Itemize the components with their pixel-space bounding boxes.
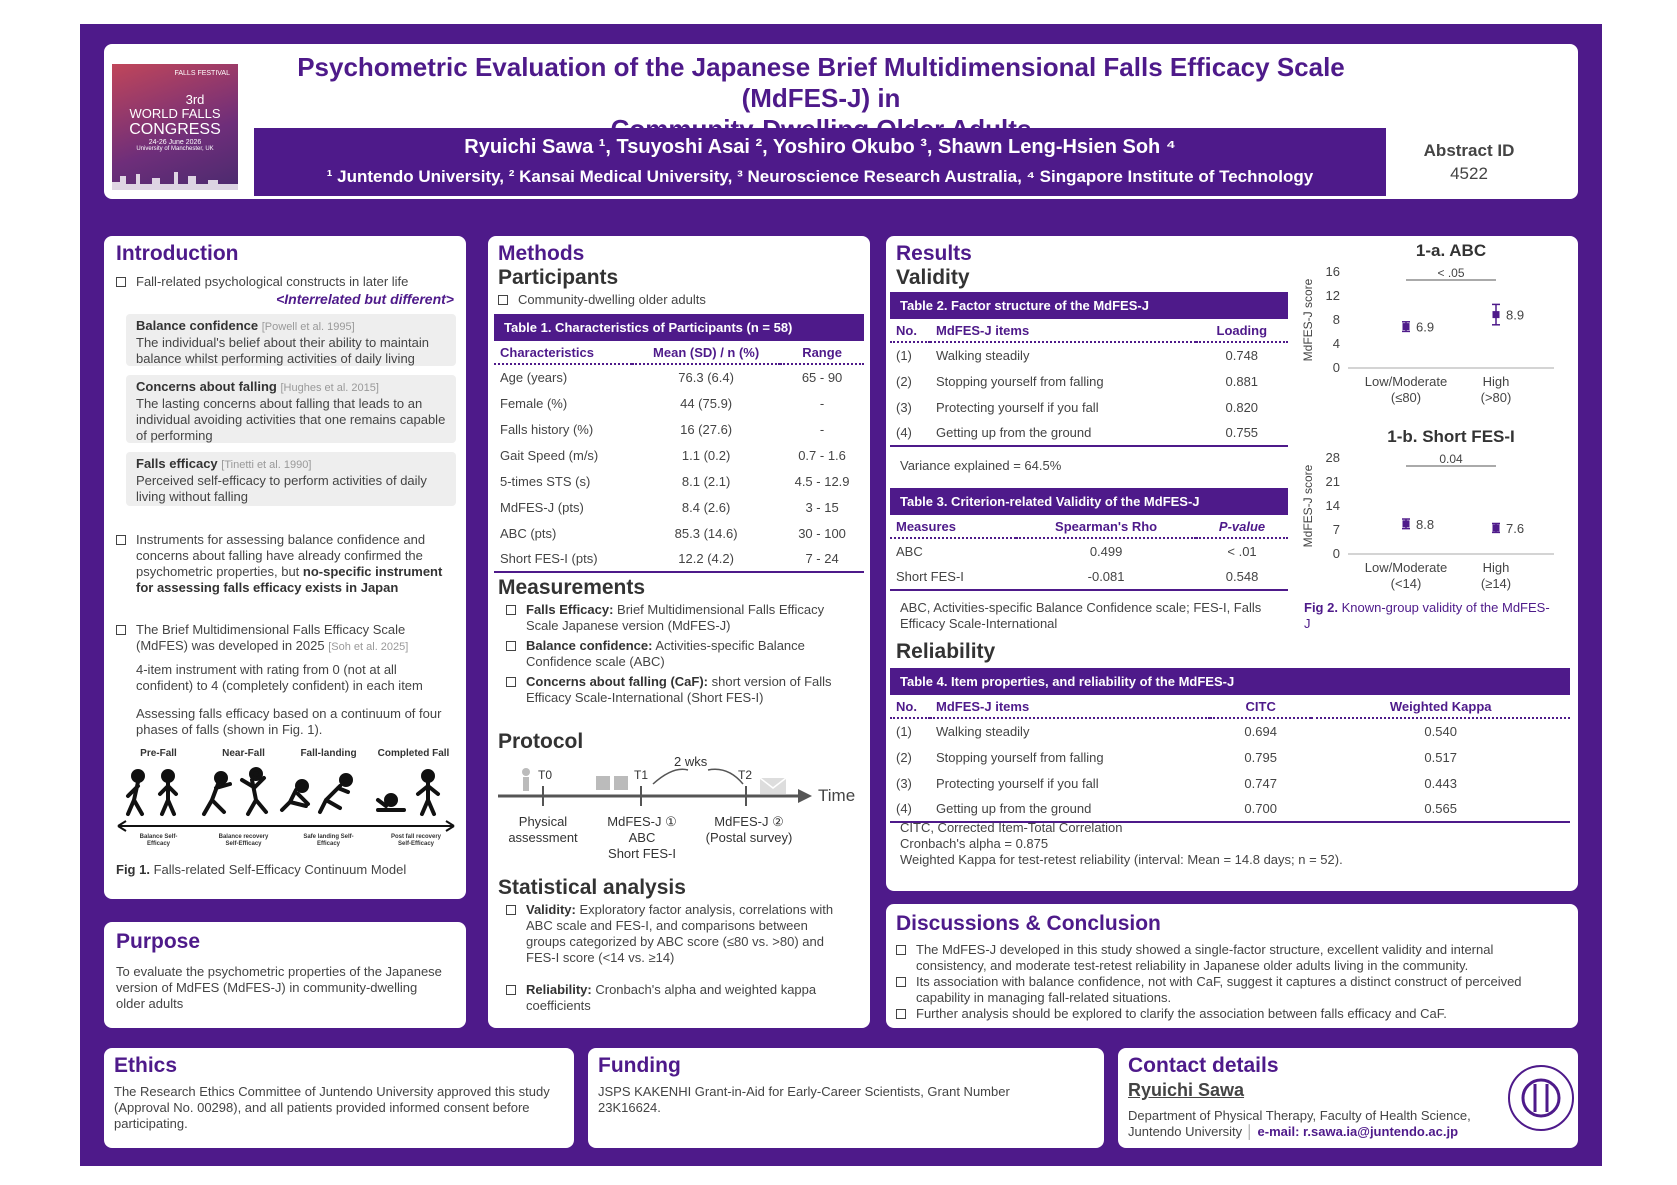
table-cell: 30 - 100 bbox=[798, 525, 846, 541]
title-line1: Psychometric Evaluation of the Japanese Brief Multidimensional Falls Efficacy Scale (MdFES-J) in bbox=[297, 52, 1345, 113]
t2-line2: (Postal survey) bbox=[705, 830, 793, 845]
table-cell: 7 - 24 bbox=[780, 546, 864, 572]
y-tick-label: 4 bbox=[1332, 336, 1340, 351]
significance-label: < .05 bbox=[1437, 266, 1465, 280]
y-tick-label: 0 bbox=[1332, 546, 1340, 561]
x-tick-label: Low/Moderate bbox=[1364, 374, 1448, 389]
contact-univ: Juntendo University bbox=[1128, 1124, 1243, 1139]
table-row bbox=[890, 744, 1570, 770]
table4-header-cell: No. bbox=[890, 696, 930, 718]
table3-header-cell: Measures bbox=[890, 516, 1016, 538]
table-cell: (2) bbox=[896, 373, 912, 389]
table-row bbox=[890, 718, 1570, 744]
discussion-bullet-2 bbox=[896, 974, 1561, 1006]
table-row bbox=[494, 494, 864, 520]
variance-explained: Variance explained = 64.5% bbox=[900, 458, 1062, 473]
contact-title: Contact details bbox=[1128, 1054, 1279, 1077]
fall-phases-figure bbox=[116, 748, 456, 848]
validity-heading: Validity bbox=[896, 266, 970, 289]
table-cell: 0.540 bbox=[1424, 724, 1457, 739]
table1-title: Table 1. Characteristics of Participants (n = 58) bbox=[494, 314, 864, 341]
table4-header-cell: MdFES-J items bbox=[930, 696, 1210, 718]
completedfall-figure2-icon bbox=[423, 771, 433, 781]
table1 bbox=[494, 342, 864, 573]
ethics-title: Ethics bbox=[114, 1054, 178, 1077]
discussion-panel bbox=[886, 904, 1578, 1028]
discussion-1-text: The MdFES-J developed in this study showed a single-factor structure, excellent validity and internal consistency, and moderate test-retest reliability in Japanese older adults living in the community. bbox=[916, 942, 1494, 973]
table1-header-row bbox=[494, 342, 864, 364]
table2-header-cell: Loading bbox=[1196, 320, 1288, 342]
measurement-2-bold: Balance confidence: bbox=[526, 638, 653, 653]
x-tick-label: (≤80) bbox=[1390, 390, 1422, 405]
intro-bullet-3-text: The Brief Multidimensional Falls Efficacy Scale (MdFES) was developed in 2025 bbox=[136, 622, 406, 653]
logo-line3: CONGRESS bbox=[129, 121, 221, 138]
chart-short-fesi bbox=[1296, 426, 1568, 606]
kappa-note: Weighted Kappa for test-retest reliability (interval: Mean = 14.8 days; n = 52). bbox=[900, 852, 1343, 867]
table-cell: - bbox=[819, 395, 825, 411]
table3-header-cell: Spearman's Rho bbox=[1016, 516, 1196, 538]
table-cell: 0.499 bbox=[1089, 544, 1123, 559]
table-cell: Walking steadily bbox=[936, 348, 1030, 363]
abstract-id: 4522 bbox=[1450, 164, 1488, 183]
table-cell: Age (years) bbox=[500, 370, 568, 385]
stat-reliability-bold: Reliability: bbox=[526, 982, 592, 997]
contact-name: Ryuichi Sawa bbox=[1128, 1080, 1245, 1100]
table-cell: 5-times STS (s) bbox=[500, 473, 591, 489]
table3-title: Table 3. Criterion-related Validity of the MdFES-J bbox=[890, 488, 1288, 515]
prefall-figure-icon bbox=[133, 771, 143, 781]
funding-text: JSPS KAKENHI Grant-in-Aid for Early-Career Scientists, Grant Number 23K16624. bbox=[598, 1084, 1010, 1115]
funding-title: Funding bbox=[598, 1054, 681, 1077]
table-cell: Gait Speed (m/s) bbox=[500, 447, 599, 463]
y-tick-label: 16 bbox=[1325, 264, 1340, 279]
box2-title: Concerns about falling bbox=[136, 379, 277, 394]
nearfall-figure-icon bbox=[216, 773, 226, 783]
abstract-label: Abstract ID bbox=[1423, 141, 1515, 160]
table-row bbox=[890, 538, 1288, 564]
table-cell: 0.565 bbox=[1311, 796, 1570, 822]
table-cell: Short FES-I (pts) bbox=[494, 546, 632, 572]
table2-header-cell: No. bbox=[890, 320, 930, 342]
data-point bbox=[1403, 520, 1410, 527]
table4-header-cell: CITC bbox=[1210, 696, 1311, 718]
falls-efficacy-box bbox=[126, 452, 456, 506]
table-row bbox=[494, 442, 864, 468]
data-point bbox=[1493, 524, 1500, 531]
nearfall-figure2-icon bbox=[251, 769, 261, 779]
envelope-icon bbox=[760, 778, 786, 794]
table-cell: 0.694 bbox=[1244, 724, 1277, 739]
table-row bbox=[890, 564, 1288, 590]
data-label: 8.8 bbox=[1416, 516, 1435, 532]
y-axis-label: MdFES-J score bbox=[1301, 464, 1315, 548]
fall-phase-pictograms bbox=[116, 766, 456, 832]
data-label: 6.9 bbox=[1416, 319, 1435, 335]
box1-title: Balance confidence bbox=[136, 318, 259, 333]
table-cell: 0.517 bbox=[1424, 749, 1457, 765]
table-cell: (4) bbox=[890, 796, 930, 822]
participants-bullet-text: Community-dwelling older adults bbox=[518, 292, 706, 307]
timepoint-t0: T0 bbox=[538, 768, 553, 782]
t2-line1: MdFES-J ② bbox=[714, 814, 784, 829]
table-row bbox=[890, 342, 1288, 368]
phase-label-falllanding: Fall-landing bbox=[300, 748, 357, 759]
table-cell: - bbox=[819, 421, 825, 437]
logo-line4: 24-26 June 2026 bbox=[148, 139, 202, 146]
table-cell: 0.881 bbox=[1225, 373, 1259, 389]
funding-panel bbox=[588, 1048, 1104, 1148]
phase-label-completedfall: Completed Fall bbox=[377, 748, 450, 759]
box3-title: Falls efficacy bbox=[136, 456, 218, 471]
cronbach-note: Cronbach's alpha = 0.875 bbox=[900, 836, 1049, 851]
box2-desc: The lasting concerns about falling that leads to an individual avoiding activities that one remains capable of performing bbox=[136, 396, 446, 443]
box2-cite: [Hughes et al. 2015] bbox=[280, 382, 379, 394]
table-row bbox=[494, 364, 864, 390]
poster bbox=[80, 24, 1602, 1166]
x-tick-label: High bbox=[1482, 374, 1510, 389]
participants-bullet bbox=[498, 292, 858, 308]
data-label: 8.9 bbox=[1506, 307, 1525, 323]
discussion-3-text: Further analysis should be explored to clarify the association between falls efficacy and CaF. bbox=[916, 1006, 1447, 1021]
table-cell: < .01 bbox=[1227, 544, 1257, 559]
table-cell: (3) bbox=[896, 399, 912, 415]
table-cell: 16 (27.6) bbox=[680, 421, 733, 437]
reliability-heading: Reliability bbox=[896, 640, 996, 663]
contact-panel bbox=[1118, 1048, 1578, 1148]
falllanding-figure-icon bbox=[297, 781, 307, 791]
table-cell: 85.3 (14.6) bbox=[674, 525, 738, 541]
table-cell: ABC bbox=[896, 544, 923, 559]
intro-bullet-3-cite: [Soh et al. 2025] bbox=[328, 641, 409, 653]
measurement-3-text: short version of Falls Efficacy Scale-International (Short FES-I) bbox=[526, 674, 832, 705]
table-cell: (4) bbox=[890, 420, 930, 446]
table-row bbox=[494, 416, 864, 442]
measurements-heading: Measurements bbox=[498, 576, 646, 599]
x-tick-label: (>80) bbox=[1480, 390, 1512, 405]
purpose-text: To evaluate the psychometric properties of the Japanese version of MdFES (MdFES-J) in community-dwelling older adults bbox=[116, 964, 442, 1011]
discussion-bullet-1 bbox=[896, 942, 1561, 974]
measurement-3-bold: Concerns about falling (CaF): bbox=[526, 674, 708, 689]
table4-header-row bbox=[890, 696, 1570, 718]
table-cell: 65 - 90 bbox=[801, 370, 843, 385]
phase-label-nearfall: Near-Fall bbox=[222, 748, 265, 759]
phase-sub-prefall: Balance Self-Efficacy bbox=[139, 834, 178, 847]
skyline-icon bbox=[112, 166, 238, 190]
measurement-2-text: Activities-specific Balance Confidence scale (ABC) bbox=[526, 638, 805, 669]
time-axis-label: Time bbox=[818, 786, 856, 805]
table-cell: 44 (75.9) bbox=[680, 395, 733, 411]
intro-bullet-2-bold: no-specific instrument for assessing falls efficacy exists in Japan bbox=[136, 564, 443, 595]
table-cell: 0.748 bbox=[1225, 348, 1259, 363]
intro-bullet-3 bbox=[116, 622, 446, 655]
ethics-panel bbox=[104, 1048, 574, 1148]
table-cell: 8.4 (2.6) bbox=[681, 499, 731, 515]
table-row bbox=[494, 546, 864, 572]
logo-line2: WORLD FALLS bbox=[129, 106, 221, 121]
data-point bbox=[1403, 323, 1410, 330]
table-cell: Short FES-I bbox=[890, 564, 1016, 590]
table-cell: (1) bbox=[896, 724, 912, 739]
table-cell: ABC (pts) bbox=[500, 525, 557, 541]
table2 bbox=[890, 320, 1288, 447]
table2-header-row bbox=[890, 320, 1288, 342]
t1-line3: Short FES-I bbox=[608, 846, 676, 861]
interrelated-emphasis: <Interrelated but different> bbox=[276, 291, 454, 307]
chart-title: 1-a. ABC bbox=[1415, 241, 1487, 260]
introduction-panel bbox=[104, 236, 466, 899]
table3 bbox=[890, 516, 1288, 591]
methods-title: Methods bbox=[498, 242, 585, 265]
phase-sub-completedfall: Post fall recovery Self-Efficacy bbox=[390, 834, 442, 847]
protocol-timeline bbox=[498, 756, 863, 866]
table-cell: MdFES-J (pts) bbox=[500, 499, 584, 515]
data-label: 7.6 bbox=[1506, 520, 1525, 536]
fig1-label: Fig 1. bbox=[116, 862, 150, 877]
logo-line5: University of Manchester, UK bbox=[136, 146, 214, 152]
y-tick-label: 21 bbox=[1325, 474, 1340, 489]
table-cell: 8.1 (2.1) bbox=[681, 473, 731, 489]
table-cell: 0.7 - 1.6 bbox=[798, 447, 846, 463]
intro-bullet-2-text: Instruments for assessing balance confidence and concerns about falling have already confirmed the psychometric properties, but bbox=[136, 532, 426, 579]
table-row bbox=[890, 770, 1570, 796]
stat-reliability-text: Cronbach's alpha and weighted kappa coefficients bbox=[526, 982, 817, 1013]
table4-notes bbox=[900, 820, 1560, 868]
table-cell: Female (%) bbox=[500, 395, 568, 411]
intro-bullet-1-text: Fall-related psychological constructs in later life bbox=[136, 274, 409, 289]
questionnaire-icon bbox=[596, 776, 628, 790]
table-cell: -0.081 bbox=[1016, 564, 1196, 590]
table-cell: (3) bbox=[896, 775, 912, 791]
walker-icon bbox=[522, 768, 530, 791]
authors: Ryuichi Sawa ¹, Tsuyoshi Asai ², Yoshiro Okubo ³, Shawn Leng-Hsien Soh ⁴ bbox=[464, 136, 1176, 158]
y-tick-label: 12 bbox=[1325, 288, 1340, 303]
purpose-panel bbox=[104, 922, 466, 1028]
phase-label-prefall: Pre-Fall bbox=[140, 748, 177, 759]
intro-para-1: 4-item instrument with rating from 0 (not at all confident) to 4 (completely confident) in each item bbox=[136, 662, 423, 693]
table-cell: Walking steadily bbox=[936, 724, 1030, 739]
table4 bbox=[890, 696, 1570, 823]
fig1-caption bbox=[116, 862, 456, 878]
table-cell: Stopping yourself from falling bbox=[936, 373, 1104, 389]
measurement-1-bold: Falls Efficacy: bbox=[526, 602, 614, 617]
chart-title: 1-b. Short FES-I bbox=[1387, 427, 1515, 446]
table-cell: (1) bbox=[896, 348, 912, 363]
table-cell: Protecting yourself if you fall bbox=[936, 775, 1099, 791]
contact-dept: Department of Physical Therapy, Faculty of Health Science, bbox=[1128, 1108, 1471, 1123]
citc-note: CITC, Corrected Item-Total Correlation bbox=[900, 820, 1123, 835]
table-cell: 0.820 bbox=[1225, 399, 1259, 415]
table-cell: 0.747 bbox=[1244, 775, 1277, 791]
table-row bbox=[890, 796, 1570, 822]
introduction-title: Introduction bbox=[116, 242, 239, 265]
protocol-t0-desc bbox=[498, 814, 588, 846]
intro-para-2: Assessing falls efficacy based on a continuum of four phases of falls (shown in Fig. 1). bbox=[136, 706, 442, 737]
x-tick-label: Low/Moderate bbox=[1364, 560, 1448, 575]
stat-validity-bold: Validity: bbox=[526, 902, 576, 917]
methods-panel bbox=[488, 236, 870, 1028]
affiliations: ¹ Juntendo University, ² Kansai Medical University, ³ Neuroscience Research Australia, ⁴ Singapore Institute of Technology bbox=[326, 167, 1314, 186]
interval-label: 2 wks bbox=[674, 754, 708, 769]
chart-abc bbox=[1296, 240, 1568, 420]
continuum-arrow-icon bbox=[118, 821, 454, 831]
table-cell: 12.2 (4.2) bbox=[632, 546, 780, 572]
box1-desc: The individual's belief about their ability to maintain balance whilst performing activities of daily living bbox=[136, 335, 429, 366]
y-tick-label: 28 bbox=[1325, 450, 1340, 465]
measurement-3 bbox=[506, 674, 846, 706]
concerns-about-falling-box bbox=[126, 375, 456, 443]
discussion-title: Discussions & Conclusion bbox=[896, 912, 1161, 935]
statistical-analysis-heading: Statistical analysis bbox=[498, 876, 686, 899]
table1-header-cell: Range bbox=[780, 342, 864, 364]
author-bar bbox=[254, 128, 1386, 196]
x-tick-label: High bbox=[1482, 560, 1510, 575]
protocol-heading: Protocol bbox=[498, 730, 584, 753]
table2-header-cell: MdFES-J items bbox=[930, 320, 1196, 342]
discussion-bullet-3 bbox=[896, 1006, 1561, 1022]
measurement-2 bbox=[506, 638, 846, 670]
stat-bullet-reliability bbox=[506, 982, 851, 1014]
y-tick-label: 7 bbox=[1332, 522, 1340, 537]
table-cell: 3 - 15 bbox=[805, 499, 839, 515]
y-axis-label: MdFES-J score bbox=[1301, 278, 1315, 362]
table-row bbox=[890, 368, 1288, 394]
y-tick-label: 14 bbox=[1325, 498, 1340, 513]
table-cell: 0.548 bbox=[1196, 564, 1288, 590]
fig2-caption-text: Known-group validity of the MdFES-J bbox=[1304, 600, 1550, 631]
table-cell: 4.5 - 12.9 bbox=[794, 473, 850, 489]
table-cell: 0.755 bbox=[1196, 420, 1288, 446]
stat-bullet-validity bbox=[506, 902, 851, 966]
table-cell: 76.3 (6.4) bbox=[678, 370, 734, 385]
y-tick-label: 0 bbox=[1332, 360, 1340, 375]
protocol-t2-desc bbox=[694, 814, 804, 846]
timepoint-t1: T1 bbox=[634, 768, 649, 782]
falllanding-figure2-icon bbox=[341, 775, 351, 785]
table-cell: Falls history (%) bbox=[500, 421, 594, 437]
x-tick-label: (≥14) bbox=[1480, 576, 1512, 591]
fig2-caption bbox=[1304, 600, 1554, 632]
box3-cite: [Tinetti et al. 1990] bbox=[221, 459, 312, 471]
logo-line1: 3rd bbox=[185, 92, 205, 107]
table3-header-row bbox=[890, 516, 1288, 538]
conference-logo bbox=[112, 64, 238, 190]
table-cell: Getting up from the ground bbox=[930, 796, 1210, 822]
table-row bbox=[494, 390, 864, 416]
timepoint-t2: T2 bbox=[738, 768, 753, 782]
table-cell: 0.795 bbox=[1244, 749, 1277, 765]
results-panel bbox=[886, 236, 1578, 891]
table4-header-cell: Weighted Kappa bbox=[1311, 696, 1570, 718]
logo-badge: FALLS FESTIVAL bbox=[174, 70, 230, 77]
ethics-text: The Research Ethics Committee of Juntendo University approved this study (Approval No. 00298), and all patients provided informed consent before participating. bbox=[114, 1084, 550, 1131]
fig1-caption-text: Falls-related Self-Efficacy Continuum Model bbox=[153, 862, 407, 877]
fig2-area bbox=[1296, 236, 1578, 636]
table-cell: 0.700 bbox=[1210, 796, 1311, 822]
table-cell: 1.1 (0.2) bbox=[681, 447, 731, 463]
measurement-1-text: Brief Multidimensional Falls Efficacy Scale Japanese version (MdFES-J) bbox=[526, 602, 825, 633]
intro-bullet-2 bbox=[116, 532, 446, 596]
measurement-1 bbox=[506, 602, 846, 634]
stat-validity-text: Exploratory factor analysis, correlations with ABC scale and FES-I, and comparisons between groups categorized by ABC score (≤80 vs. >80) and FES-I score (<14 vs. ≥14) bbox=[526, 902, 834, 965]
table-cell: (2) bbox=[896, 749, 912, 765]
balance-confidence-box bbox=[126, 314, 456, 366]
table-cell: 0.443 bbox=[1424, 775, 1457, 791]
prefall-figure2-icon bbox=[163, 771, 173, 781]
contact-email[interactable]: e-mail: r.sawa.ia@juntendo.ac.jp bbox=[1257, 1124, 1459, 1139]
contact-univ-line: Juntendo University │ e-mail: r.sawa.ia@juntendo.ac.jp bbox=[1128, 1124, 1459, 1139]
table-row bbox=[494, 520, 864, 546]
table-row bbox=[494, 468, 864, 494]
table-cell: Getting up from the ground bbox=[930, 420, 1196, 446]
table-cell: Stopping yourself from falling bbox=[936, 749, 1104, 765]
box1-cite: [Powell et al. 1995] bbox=[261, 321, 355, 333]
table3-note: ABC, Activities-specific Balance Confidence scale; FES-I, Falls Efficacy Scale-International bbox=[900, 600, 1262, 631]
table-row bbox=[890, 420, 1288, 446]
table-cell: Protecting yourself if you fall bbox=[936, 399, 1099, 415]
significance-label: 0.04 bbox=[1439, 452, 1463, 466]
intro-bullet-1 bbox=[116, 274, 456, 290]
discussion-2-text: Its association with balance confidence, not with CaF, suggest it captures a distinct construct of perceived capability in managing fall-related situations. bbox=[916, 974, 1522, 1005]
protocol-t1-desc bbox=[594, 814, 690, 862]
header-panel bbox=[104, 44, 1578, 199]
phase-sub-nearfall: Balance recovery Self-Efficacy bbox=[218, 834, 269, 847]
t1-line2: ABC bbox=[628, 830, 656, 845]
table-row bbox=[890, 394, 1288, 420]
completedfall-figure-icon bbox=[386, 795, 396, 805]
table2-title: Table 2. Factor structure of the MdFES-J bbox=[890, 292, 1288, 319]
phase-sub-falllanding: Safe landing Self-Efficacy bbox=[303, 834, 354, 847]
results-title: Results bbox=[896, 242, 972, 265]
purpose-title: Purpose bbox=[116, 930, 201, 953]
fig2-label: Fig 2. bbox=[1304, 600, 1338, 615]
data-point bbox=[1493, 311, 1500, 318]
t0-line2: assessment bbox=[508, 830, 578, 845]
y-tick-label: 8 bbox=[1332, 312, 1340, 327]
t1-line1: MdFES-J ① bbox=[607, 814, 677, 829]
table3-header-cell: P-value bbox=[1196, 516, 1288, 538]
university-seal-icon bbox=[1506, 1060, 1576, 1136]
t0-line1: Physical bbox=[518, 814, 568, 829]
box3-desc: Perceived self-efficacy to perform activities of daily living without falling bbox=[136, 473, 427, 504]
table4-title: Table 4. Item properties, and reliability of the MdFES-J bbox=[890, 668, 1570, 695]
x-tick-label: (<14) bbox=[1390, 576, 1422, 591]
table1-header-cell: Mean (SD) / n (%) bbox=[632, 342, 780, 364]
table1-header-cell: Characteristics bbox=[494, 342, 632, 364]
participants-heading: Participants bbox=[498, 266, 619, 289]
